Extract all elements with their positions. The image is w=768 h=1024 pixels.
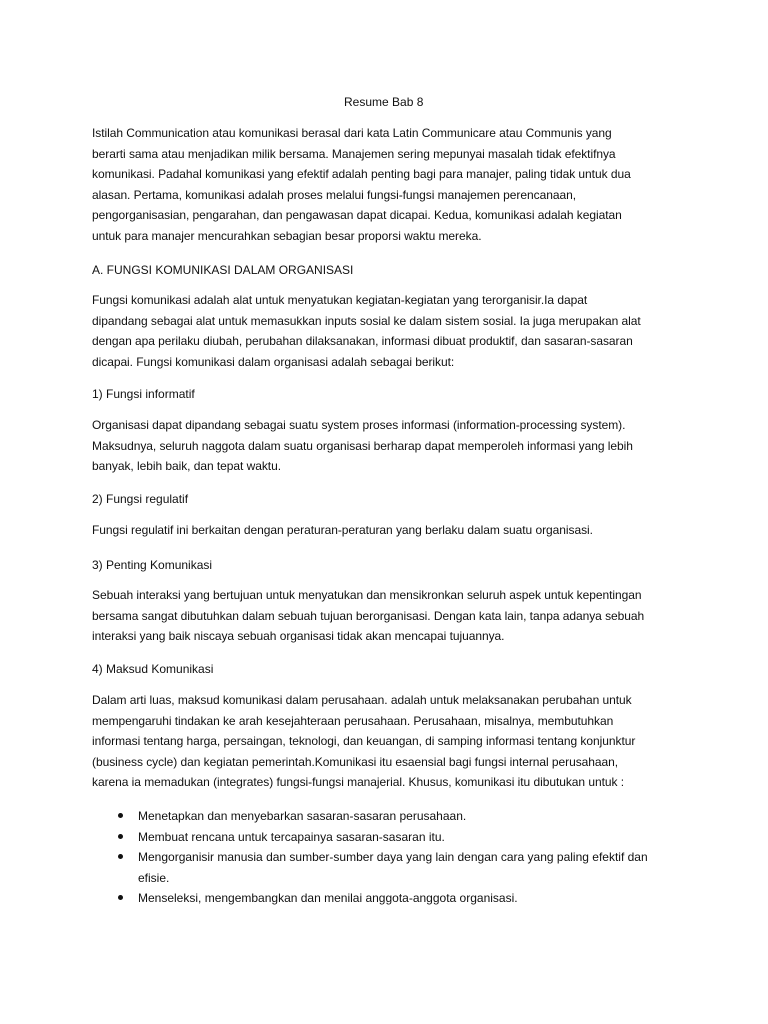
section-a-line: dengan apa perilaku diubah, perubahan dilaksanakan, informasi dibuat produktif, dan sasaran-sasaran xyxy=(92,334,633,348)
item-4-line: karena ia memadukan (integrates) fungsi-fungsi manajerial. Khusus, komunikasi itu dibutukan untuk : xyxy=(92,775,625,789)
bullet-text: Menseleksi, mengembangkan dan menilai anggota-anggota organisasi. xyxy=(138,891,518,905)
item-4-paragraph xyxy=(92,690,678,793)
item-3-paragraph xyxy=(92,585,678,647)
item-1-line: Maksudnya, seluruh naggota dalam suatu organisasi berharap dapat memperoleh informasi yang lebih xyxy=(92,438,633,453)
bullet-text: Mengorganisir manusia dan sumber-sumber daya yang lain dengan cara yang paling efektif dan xyxy=(138,850,648,864)
item-1-line: Organisasi dapat dipandang sebagai suatu system proses informasi (information-processing system). xyxy=(92,418,626,432)
intro-line: pengorganisasian, pengarahan, dan pengawasan dapat dicapai. Kedua, komunikasi adalah kegiatan xyxy=(92,208,622,222)
bullet-dot-icon xyxy=(118,854,123,859)
item-3-line: bersama sangat dibutuhkan dalam sebuah tujuan berorganisasi. Dengan kata lain, tanpa adanya sebuah xyxy=(92,608,645,623)
item-1-line: banyak, lebih baik, dan tepat waktu. xyxy=(92,459,281,473)
intro-line: berarti sama atau menjadikan milik bersama. Manajemen sering mepunyai masalah tidak efektifnya xyxy=(92,146,616,161)
bullet-dot-icon xyxy=(118,895,123,900)
section-a-line: dicapai. Fungsi komunikasi dalam organisasi adalah sebagai berikut: xyxy=(92,354,455,369)
item-4-line: mempengaruhi tindakan ke arah kesejahteraan perusahaan. Perusahaan, misalnya, membutuhkan xyxy=(92,713,614,728)
section-a-line: dipandang sebagai alat untuk memasukkan inputs sosial ke dalam sistem sosial. Ia juga merupakan alat xyxy=(92,313,641,328)
item-2-line: Fungsi regulatif ini berkaitan dengan peraturan-peraturan yang berlaku dalam suatu organisasi. xyxy=(92,523,593,537)
bullet-item xyxy=(92,806,678,827)
intro-paragraph xyxy=(92,123,678,246)
bullet-list xyxy=(92,806,678,909)
item-4-heading: 4) Maksud Komunikasi xyxy=(92,662,214,676)
item-2-heading: 2) Fungsi regulatif xyxy=(92,492,189,506)
bullet-item xyxy=(92,888,678,909)
item-3-line: interaksi yang baik niscaya sebuah organisasi tidak akan mencapai tujuannya. xyxy=(92,629,505,643)
item-1-paragraph xyxy=(92,415,678,477)
bullet-item xyxy=(92,827,678,848)
intro-line: alasan. Pertama, komunikasi adalah proses melalui fungsi-fungsi manajemen perencanaan, xyxy=(92,187,576,202)
section-a-heading: A. FUNGSI KOMUNIKASI DALAM ORGANISASI xyxy=(92,263,354,277)
item-3-line: Sebuah interaksi yang bertujuan untuk menyatukan dan mensikronkan seluruh aspek untuk kepentingan xyxy=(92,588,642,602)
item-4-line: (business cycle) dan kegiatan pemerintah.Komunikasi itu esaensial bagi fungsi internal perusahaan, xyxy=(92,754,619,769)
intro-line: Istilah Communication atau komunikasi berasal dari kata Latin Communicare atau Communis yang xyxy=(92,126,612,140)
item-4-line: informasi tentang harga, persaingan, teknologi, dan keuangan, di samping informasi tentang konjunktur xyxy=(92,734,636,748)
section-a-line: Fungsi komunikasi adalah alat untuk menyatukan kegiatan-kegiatan yang terorganisir.Ia dapat xyxy=(92,293,588,307)
item-2-paragraph xyxy=(92,520,678,541)
section-a-paragraph xyxy=(92,290,678,372)
bullet-dot-icon xyxy=(118,813,123,818)
bullet-item xyxy=(92,847,678,888)
item-1-heading: 1) Fungsi informatif xyxy=(92,387,195,401)
intro-line: komunikasi. Padahal komunikasi yang efektif adalah penting bagi para manajer, paling tidak untuk dua xyxy=(92,167,631,181)
bullet-text-continued: efisie. xyxy=(138,870,170,885)
bullet-text: Membuat rencana untuk tercapainya sasaran-sasaran itu. xyxy=(138,829,445,844)
intro-line: untuk para manajer mencurahkan sebagian besar proporsi waktu mereka. xyxy=(92,228,482,243)
item-3-heading: 3) Penting Komunikasi xyxy=(92,558,213,572)
item-4-line: Dalam arti luas, maksud komunikasi dalam perusahaan. adalah untuk melaksanakan perubahan untuk xyxy=(92,693,632,707)
bullet-text: Menetapkan dan menyebarkan sasaran-sasaran perusahaan. xyxy=(138,809,467,823)
document-title: Resume Bab 8 xyxy=(344,95,424,109)
bullet-dot-icon xyxy=(118,834,123,839)
